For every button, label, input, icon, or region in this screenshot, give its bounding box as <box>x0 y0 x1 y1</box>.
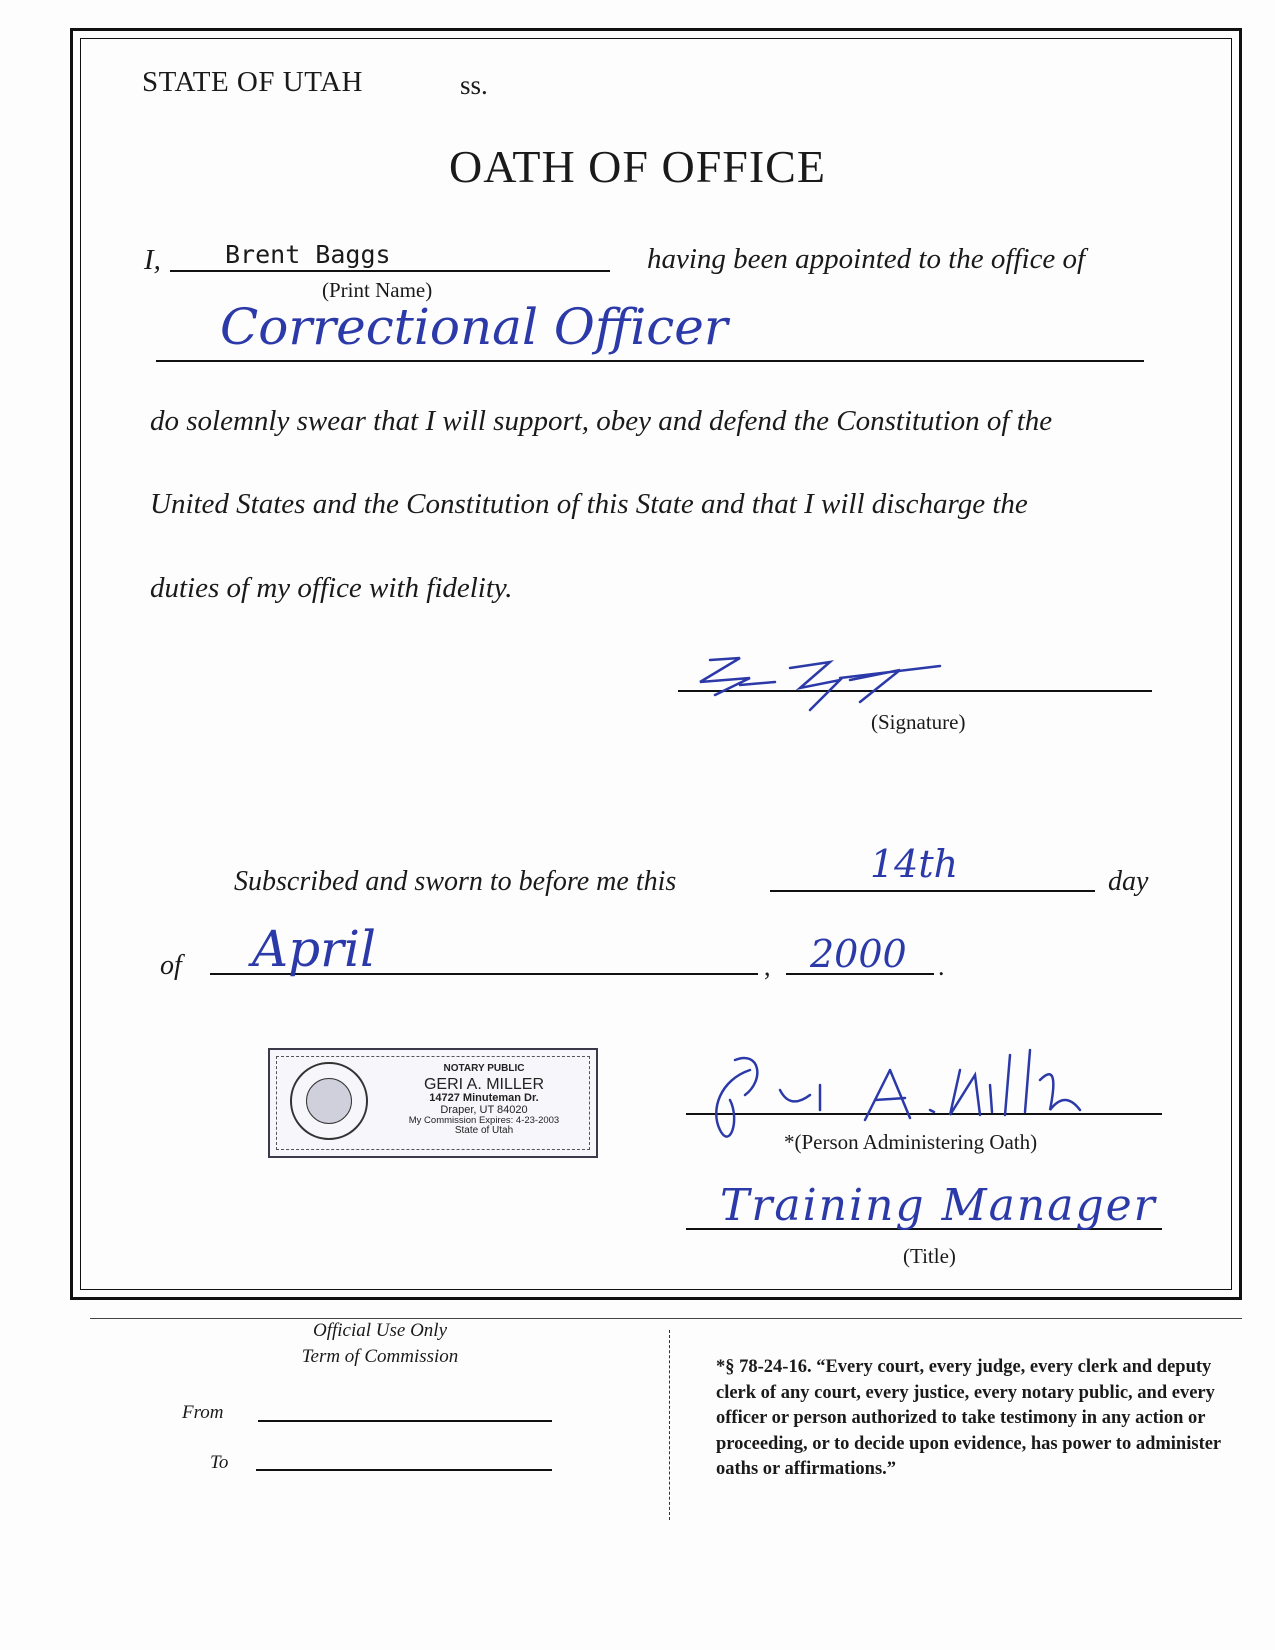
day-field[interactable]: 14th <box>870 842 959 886</box>
of-word: of <box>160 950 182 981</box>
notary-stamp <box>268 1048 598 1158</box>
stamp-line-5: My Commission Expires: 4-23-2003 <box>408 1115 560 1127</box>
to-label: To <box>210 1452 229 1473</box>
subscribed-text: Subscribed and sworn to before me this <box>234 866 677 897</box>
day-line <box>770 890 1095 892</box>
page-title: OATH OF OFFICE <box>449 141 826 192</box>
from-label: From <box>182 1402 224 1423</box>
stamp-line-3: 14727 Minuteman Dr. <box>429 1092 539 1105</box>
stamp-line-1: NOTARY PUBLIC <box>443 1063 525 1074</box>
month-field[interactable]: April <box>252 920 376 978</box>
state-seal-icon <box>290 1062 368 1140</box>
stamp-line-4: Draper, UT 84020 <box>440 1103 528 1116</box>
oath-line-2: United States and the Constitution of this State and that I will discharge the <box>150 488 1028 520</box>
day-word: day <box>1108 866 1149 897</box>
office-field[interactable]: Correctional Officer <box>220 298 728 356</box>
year-field[interactable]: 2000 <box>810 932 907 976</box>
ss-label: ss. <box>460 70 488 100</box>
stamp-line-2: GERI A. MILLER <box>423 1075 545 1093</box>
office-line <box>156 360 1144 362</box>
name-line <box>170 270 610 272</box>
appointee-name-field[interactable]: Brent Baggs <box>225 240 391 269</box>
comma-mark: , <box>764 952 771 981</box>
stamp-line-6: State of Utah <box>454 1125 514 1137</box>
from-field[interactable] <box>258 1420 552 1422</box>
appointed-text: having been appointed to the office of <box>647 243 1086 275</box>
term-heading: Term of Commission <box>301 1346 459 1367</box>
title-caption: (Title) <box>903 1244 956 1268</box>
oath-line-3: duties of my office with fidelity. <box>150 572 513 604</box>
print-name-caption: (Print Name) <box>322 278 433 302</box>
oath-line-1: do solemnly swear that I will support, obey and defend the Constitution of the <box>150 405 1053 437</box>
footer-vertical-divider <box>669 1330 670 1520</box>
footer-divider <box>90 1318 1242 1319</box>
official-use-heading: Official Use Only <box>312 1320 448 1341</box>
appointee-signature <box>680 640 1010 720</box>
to-field[interactable] <box>256 1469 552 1471</box>
name-prefix: I, <box>144 244 161 276</box>
administrator-caption: *(Person Administering Oath) <box>784 1130 1038 1154</box>
period-mark: . <box>938 952 945 981</box>
state-heading: STATE OF UTAH <box>142 66 363 98</box>
signature-caption: (Signature) <box>871 710 966 734</box>
statute-note: *§ 78-24-16. “Every court, every judge, every clerk and deputy clerk of any court, every justice, every notary public, and every officer or person authorized to take testimony in any action or proceeding, or to decide upon evidence, has power to administer oaths or affirmations.” <box>716 1357 1221 1480</box>
administrator-title-field[interactable]: Training Manager <box>720 1180 1157 1231</box>
